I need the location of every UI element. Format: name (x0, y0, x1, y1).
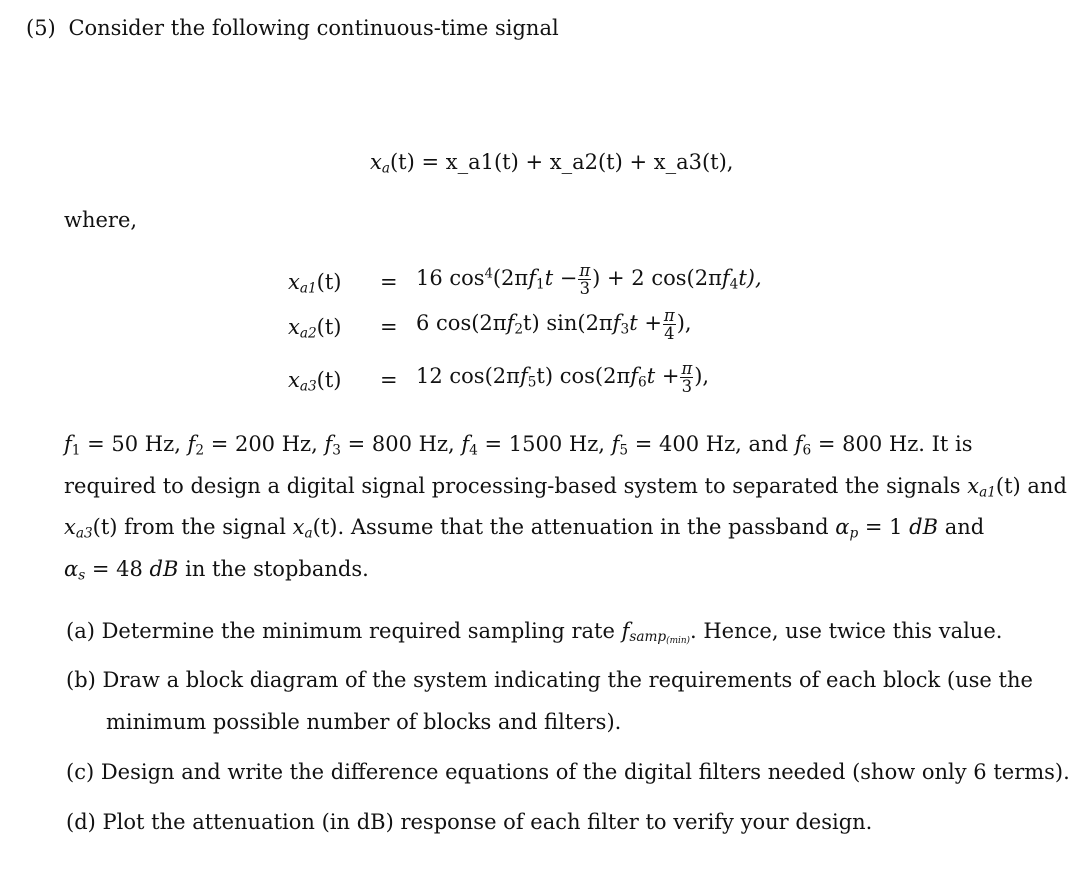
p3-xsub: a3 (75, 525, 93, 542)
eq2-coef: 6 cos(2π (416, 311, 507, 336)
eq2-frac-num: π (663, 306, 675, 325)
eq2-sub: a2 (299, 325, 317, 342)
eq1-arg: (t) (316, 270, 342, 294)
eq1-end: t), (738, 266, 762, 291)
equation-equals-2: = (380, 315, 398, 339)
eq2-arg: (t) (316, 315, 342, 339)
eq3-fraction (680, 360, 693, 395)
equation-x-a3 (288, 368, 341, 394)
p4-db: dB (149, 557, 179, 581)
eq2-f3sub: 3 (620, 321, 630, 338)
eq1-sub: a1 (299, 280, 317, 297)
eq1-lhs: x (288, 270, 300, 294)
eq1-frac-den: 3 (579, 279, 590, 299)
p2-xsub: a1 (979, 484, 996, 501)
item-a-f: f (621, 619, 630, 643)
item-c (66, 760, 1070, 784)
p-f1sub: 1 (71, 442, 81, 459)
equation-x-a1 (288, 270, 341, 296)
p-v2: = 200 Hz, (204, 432, 325, 456)
eq3-sub: a3 (299, 378, 317, 395)
problem-header (26, 16, 559, 40)
p-f2sub: 2 (195, 442, 205, 459)
equation-equals-1: = (380, 270, 398, 294)
item-a-fsub (629, 629, 690, 645)
eq3-coef: 12 cos(2π (416, 364, 520, 389)
p4-alpha: α (64, 557, 79, 581)
eq3-lhs: x (288, 368, 300, 392)
p-f6: f (794, 432, 803, 456)
p4-t1: = 48 (85, 557, 150, 581)
p-v4: = 1500 Hz, (477, 432, 612, 456)
eq1-fraction (578, 262, 591, 297)
item-b-line1: Draw a block diagram of the system indicating the requirements of each block (use the (102, 668, 1033, 692)
p4-asub: s (78, 567, 86, 584)
paragraph-line-3 (64, 515, 984, 541)
p3-db: dB (909, 515, 939, 539)
p3-xasub: a (304, 525, 313, 542)
eq3-f5sub: 5 (527, 374, 537, 391)
item-c-label: (c) (66, 760, 95, 784)
p-f4: f (461, 432, 470, 456)
p-f3sub: 3 (332, 442, 341, 459)
item-a-label: (a) (66, 619, 95, 643)
eq-lhs-sub: a (381, 160, 390, 177)
item-b (66, 668, 1033, 692)
eq1-frac-num: π (579, 261, 591, 280)
eq1-rest: ) + 2 cos(2π (592, 266, 722, 291)
eq3-frac-num: π (681, 359, 693, 378)
paragraph-line-4 (64, 557, 369, 583)
eq2-mid: t) sin(2π (523, 311, 613, 336)
p-v6: = 800 Hz. It is (811, 432, 973, 456)
item-a-fsubsub: (min) (666, 636, 691, 647)
item-c-text: Design and write the difference equations of the digital filters needed (show only 6 terms). (100, 760, 1070, 784)
p-f3: f (324, 432, 333, 456)
p3-t1: from the signal (117, 515, 293, 539)
eq2-f2sub: 2 (514, 321, 524, 338)
problem-number: (5) (26, 16, 56, 40)
item-b-label: (b) (66, 668, 96, 692)
where-label: where, (64, 208, 138, 232)
p3-targ: (t) (92, 515, 118, 539)
eq1-f4sub: 4 (729, 276, 739, 293)
item-d-text: Plot the attenuation (in dB) response of each filter to verify your design. (102, 810, 873, 834)
p-v5: = 400 Hz, and (628, 432, 795, 456)
eq2-fraction (663, 307, 676, 342)
item-a (66, 619, 1002, 647)
p-f5sub: 5 (619, 442, 629, 459)
p-v1: = 50 Hz, (80, 432, 188, 456)
equation-rhs-3 (416, 360, 709, 395)
equation-equals-3: = (380, 368, 398, 392)
p2-targ: (t) (995, 474, 1021, 498)
item-b-cont: minimum possible number of blocks and filters). (106, 710, 622, 734)
eq1-t1: t − (544, 266, 578, 291)
item-d-label: (d) (66, 810, 96, 834)
item-a-text: Determine the minimum required sampling rate (101, 619, 622, 643)
eq2-lhs: x (288, 315, 300, 339)
p-f1: f (64, 432, 72, 456)
eq2-f2: f (506, 311, 515, 336)
p-f6sub: 6 (802, 442, 812, 459)
p3-t3: = 1 (858, 515, 910, 539)
eq-rhs: (t) = x_a1(t) + x_a2(t) + x_a3(t), (389, 150, 734, 174)
problem-intro: Consider the following continuous-time signal (68, 16, 559, 40)
eq2-f3: f (612, 311, 621, 336)
eq2-t3: t + (629, 311, 662, 336)
item-d (66, 810, 872, 834)
p3-asub: p (849, 525, 859, 542)
eq1-coef: 16 cos (416, 266, 485, 291)
equation-rhs-1 (416, 262, 762, 297)
eq3-frac-den: 3 (681, 377, 693, 397)
eq-lhs: x (370, 150, 382, 174)
eq1-f1sub: 1 (536, 276, 545, 293)
eq3-mid: t) cos(2π (536, 364, 631, 389)
item-a-fsub-text: samp (629, 629, 667, 646)
p2-t2: and (1020, 474, 1067, 498)
p4-t2: in the stopbands. (178, 557, 369, 581)
eq3-t6: t + (646, 364, 680, 389)
eq3-arg: (t) (316, 368, 342, 392)
p-f5: f (611, 432, 620, 456)
p2-x: x (967, 474, 980, 498)
p3-t4: and (938, 515, 985, 539)
eq3-end: ), (694, 364, 710, 389)
main-equation (370, 150, 733, 176)
eq1-f1: f (528, 266, 536, 291)
p-f4sub: 4 (469, 442, 478, 459)
p3-xa: x (292, 515, 305, 539)
equation-rhs-2 (416, 307, 692, 342)
p2-t1: required to design a digital signal processing-based system to separated the signals (64, 474, 968, 498)
item-a-text2: . Hence, use twice this value. (690, 619, 1003, 643)
eq1-p1: (2π (492, 266, 529, 291)
p3-targ2: (t) (312, 515, 338, 539)
p-v3: = 800 Hz, (340, 432, 462, 456)
paragraph-line-2 (64, 474, 1067, 500)
eq3-f6sub: 6 (638, 374, 647, 391)
p-f2: f (187, 432, 196, 456)
eq2-end: ), (676, 311, 692, 336)
eq3-f5: f (519, 364, 528, 389)
eq1-f4: f (721, 266, 730, 291)
eq1-power: 4 (484, 266, 493, 282)
paragraph-line-1 (64, 432, 973, 458)
eq3-f6: f (630, 364, 639, 389)
p3-alpha: α (835, 515, 850, 539)
equation-x-a2 (288, 315, 341, 341)
p3-x: x (64, 515, 76, 539)
p3-t2: . Assume that the attenuation in the passband (337, 515, 836, 539)
eq2-frac-den: 4 (664, 324, 675, 344)
